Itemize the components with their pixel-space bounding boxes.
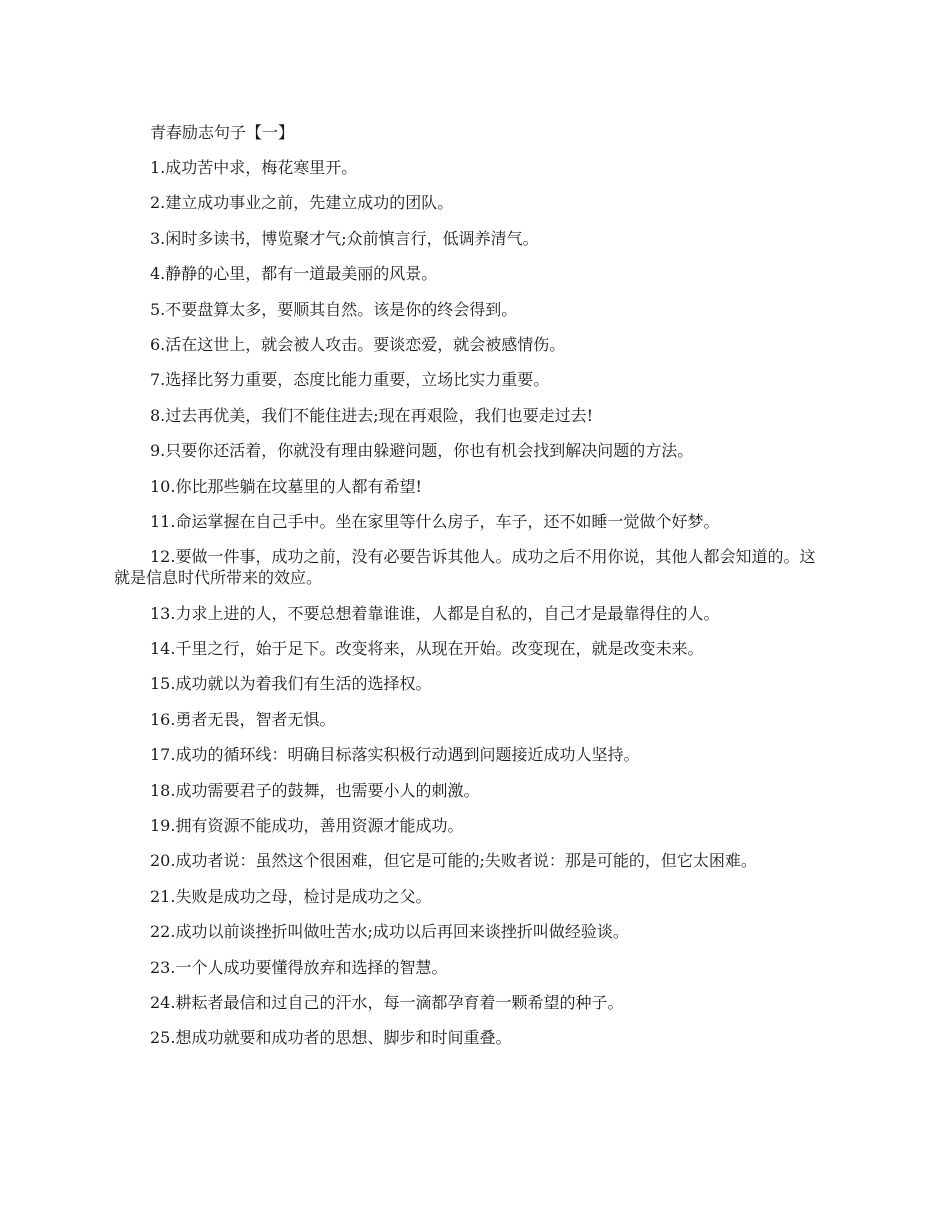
document-body [114, 122, 830, 1063]
sentence-3: 3.闲时多读书，博览聚才气;众前慎言行，低调养清气。 [150, 228, 539, 248]
sentence-18: 18.成功需要君子的鼓舞，也需要小人的刺激。 [150, 780, 480, 800]
sentence-24: 24.耕耘者最信和过自己的汗水，每一滴都孕育着一颗希望的种子。 [150, 992, 624, 1012]
sentence-17: 17.成功的循环线：明确目标落实积极行动遇到问题接近成功人坚持。 [150, 745, 640, 765]
sentence-23: 23.一个人成功要懂得放弃和选择的智慧。 [150, 957, 448, 977]
sentence-20: 20.成功者说：虽然这个很困难，但它是可能的;失败者说：那是可能的，但它太困难。 [150, 851, 757, 871]
sentence-10: 10.你比那些躺在坟墓里的人都有希望! [150, 476, 422, 496]
sentence-1: 1.成功苦中求，梅花寒里开。 [150, 158, 358, 177]
sentence-22: 22.成功以前谈挫折叫做吐苦水;成功以后再回来谈挫折叫做经验谈。 [150, 922, 629, 942]
sentence-7: 7.选择比努力重要，态度比能力重要，立场比实力重要。 [150, 370, 550, 390]
sentence-12: 12.要做一件事，成功之前，没有必要告诉其他人。成功之后不用你说，其他人都会知道的。这就是信息时代所带来的效应。 [114, 547, 816, 588]
sentence-6: 6.活在这世上，就会被人攻击。要谈恋爱，就会被感情伤。 [150, 334, 566, 354]
sentence-15: 15.成功就以为着我们有生活的选择权。 [150, 674, 432, 694]
document-title: 青春励志句子【一】 [150, 123, 295, 142]
sentence-25: 25.想成功就要和成功者的思想、脚步和时间重叠。 [150, 1028, 512, 1048]
sentence-16: 16.勇者无畏，智者无惧。 [150, 709, 336, 729]
sentence-5: 5.不要盘算太多，要顺其自然。该是你的终会得到。 [150, 299, 518, 319]
sentence-19: 19.拥有资源不能成功，善用资源才能成功。 [150, 816, 464, 836]
sentence-8: 8.过去再优美，我们不能住进去;现在再艰险，我们也要走过去! [150, 405, 594, 425]
sentence-11: 11.命运掌握在自己手中。坐在家里等什么房子，车子，还不如睡一觉做个好梦。 [150, 511, 720, 531]
sentence-4: 4.静静的心里，都有一道最美丽的风景。 [150, 264, 438, 284]
sentence-14: 14.千里之行，始于足下。改变将来，从现在开始。改变现在，就是改变未来。 [150, 639, 704, 659]
sentence-13: 13.力求上进的人，不要总想着靠谁谁，人都是自私的，自己才是最靠得住的人。 [150, 603, 720, 623]
sentence-21: 21.失败是成功之母，检讨是成功之父。 [150, 886, 432, 906]
sentence-2: 2.建立成功事业之前，先建立成功的团队。 [150, 193, 454, 213]
sentence-9: 9.只要你还活着，你就没有理由躲避问题，你也有机会找到解决问题的方法。 [150, 441, 694, 461]
